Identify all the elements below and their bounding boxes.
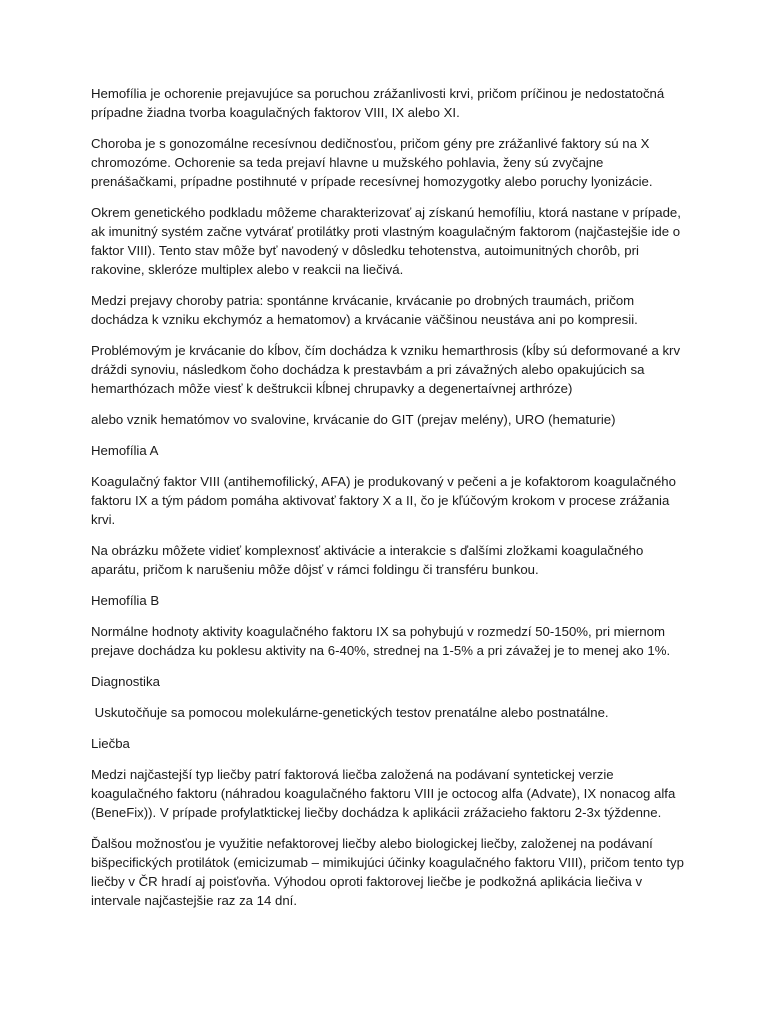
paragraph-inheritance: Choroba je s gonozomálne recesívnou dedičnosťou, pričom gény pre zrážanlivé faktory sú na X chromozóme. Ochorenie sa teda prejaví hlavne u mužského pohlavia, ženy sú zvyčajne prenášačkami, prípadne postihnuté v prípade recesívnej homozygotky alebo poruchy lyonizácie. [91, 136, 653, 189]
heading-hemophilia-b: Hemofília B [91, 593, 160, 608]
paragraph-joint-bleeding: Problémovým je krvácanie do kĺbov, čím dochádza k vzniku hemarthrosis (kĺby sú deformované a krv dráždi synoviu, následkom čoho dochádza k prestavbám a pri závažných alebo opakujúcich sa hemarthózach môže viesť k deštrukcii kĺbnej chrupavky a degenertaívnej arthróze) [91, 343, 681, 396]
paragraph-factor-therapy: Medzi najčastejší typ liečby patrí faktorová liečba založená na podávaní syntetickej verzie koagulačného faktoru (náhradou koagulačného faktoru VIII je octocog alfa (Advate), IX nonacog alfa (BeneFix)). V prípade profylatktickej liečby dochádza k aplikácii zrážacieho faktoru 2-3x týždenne. [91, 767, 676, 820]
paragraph-intro: Hemofília je ochorenie prejavujúce sa poruchou zrážanlivosti krvi, pričom príčinou je nedostatočná prípadne žiadna tvorba koagulačných faktorov VIII, IX alebo XI. [91, 86, 665, 120]
document-body [91, 84, 691, 922]
heading-treatment: Liečba [91, 736, 130, 751]
paragraph-factor-ix: Normálne hodnoty aktivity koagulačného faktoru IX sa pohybujú v rozmedzí 50-150%, pri miernom prejave dochádza ku poklesu aktivity na 6-40%, strednej na 1-5% a pri závažej je to menej ako 1%. [91, 624, 671, 658]
paragraph-acquired: Okrem genetického podkladu môžeme charakterizovať aj získanú hemofíliu, ktorá nastane v prípade, ak imunitný systém začne vytvárať protilátky proti vlastným koagulačným faktorom (najčastejšie ide o faktor VIII). Tento stav môže byť navodený v dôsledku tehotenstva, autoimunitných chorôb, pri rakovine, skleróze multiplex alebo v reakcii na liečivá. [91, 205, 681, 277]
paragraph-symptoms: Medzi prejavy choroby patria: spontánne krvácanie, krvácanie po drobných traumách, pričom dochádza k vzniku ekchymóz a hematomov) a krvácanie väčšinou neustáva ani po kompresii. [91, 293, 638, 327]
heading-diagnostics: Diagnostika [91, 674, 160, 689]
paragraph-factor-viii: Koagulačný faktor VIII (antihemofilický, AFA) je produkovaný v pečeni a je kofaktorom koagulačného faktoru IX a tým pádom pomáha aktivovať faktory X a II, čo je kľúčovým krokom v procese zrážania krvi. [91, 474, 676, 527]
paragraph-hematomas: alebo vznik hematómov vo svalovine, krvácanie do GIT (prejav melény), URO (hematurie) [91, 412, 616, 427]
paragraph-non-factor-therapy: Ďalšou možnosťou je využitie nefaktorovej liečby alebo biologickej liečby, založenej na podávaní bišpecifických protilátok (emicizumab – mimikujúci účinky koagulačného faktoru VIII), pričom tento typ liečby v ČR hradí aj poisťovňa. Výhodou oproti faktorovej liečbe je podkožná aplikácia liečiva v intervale najčastejšie raz za 14 dní. [91, 836, 684, 908]
paragraph-diagnostics: Uskutočňuje sa pomocou molekulárne-genetických testov prenatálne alebo postnatálne. [91, 705, 609, 720]
paragraph-figure-note: Na obrázku môžete vidieť komplexnosť aktivácie a interakcie s ďalšími zložkami koagulačného aparátu, pričom k narušeniu môže dôjsť v rámci foldingu či transféru bunkou. [91, 543, 644, 577]
heading-hemophilia-a: Hemofília A [91, 443, 159, 458]
